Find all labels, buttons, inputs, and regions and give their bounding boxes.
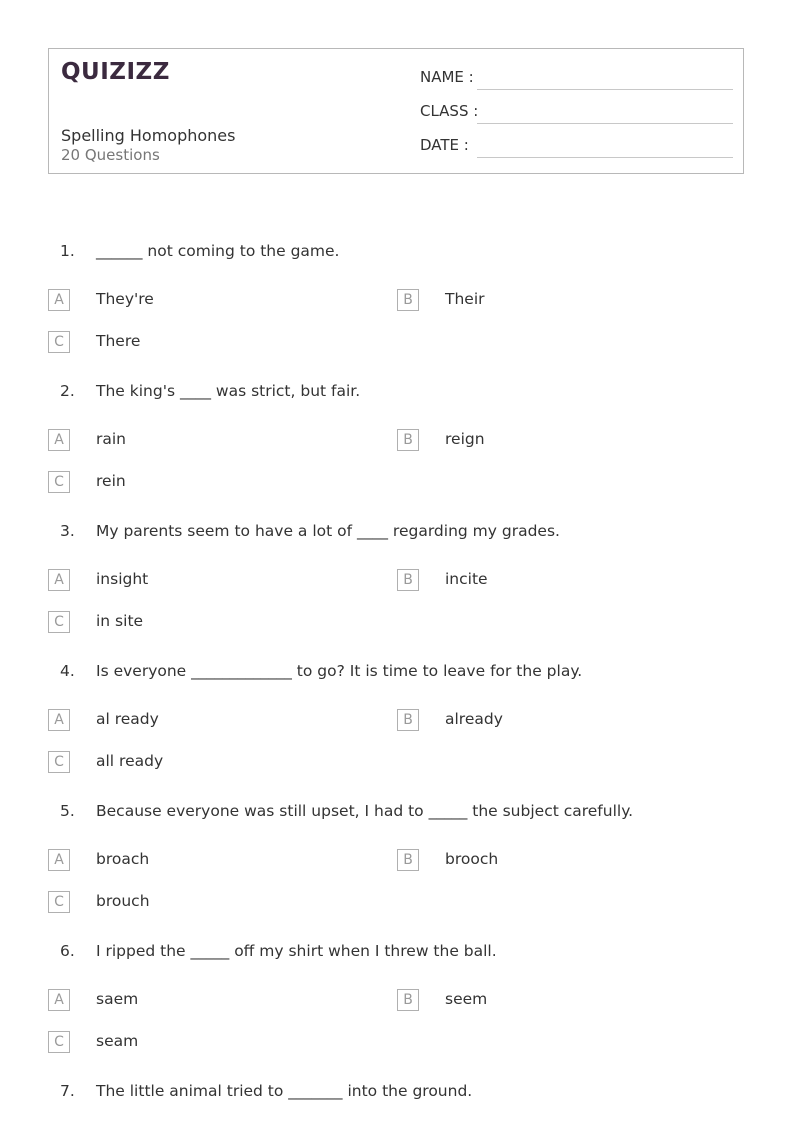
option-letter-box: B: [397, 289, 419, 311]
option-text: seam: [96, 1032, 139, 1050]
question-number: 2.: [60, 382, 75, 400]
name-field: [420, 68, 733, 90]
option-text: brouch: [96, 892, 150, 910]
question-number: 3.: [60, 522, 75, 540]
option-letter-box: B: [397, 849, 419, 871]
option-text: al ready: [96, 710, 159, 728]
name-label: NAME :: [420, 68, 474, 86]
option-text: incite: [445, 570, 488, 588]
question-text: I ripped the _____ off my shirt when I threw the ball.: [96, 942, 497, 960]
option-letter-box: C: [48, 611, 70, 633]
option-letter-box: A: [48, 429, 70, 451]
question-text: Is everyone _____________ to go? It is time to leave for the play.: [96, 662, 583, 680]
question-5: [0, 802, 794, 942]
question-text: The king's ____ was strict, but fair.: [96, 382, 361, 400]
option-text: seem: [445, 990, 488, 1008]
option-letter-box: B: [397, 569, 419, 591]
class-line[interactable]: [477, 123, 733, 124]
option-letter-box: A: [48, 569, 70, 591]
worksheet-header: [48, 48, 744, 174]
option-text: rain: [96, 430, 127, 448]
question-4: [0, 662, 794, 802]
option-letter-box: B: [397, 709, 419, 731]
question-number: 6.: [60, 942, 75, 960]
option-text: saem: [96, 990, 139, 1008]
question-text: The little animal tried to _______ into the ground.: [96, 1082, 473, 1100]
option-text: There: [96, 332, 141, 350]
question-text: ______ not coming to the game.: [96, 242, 340, 260]
option-letter-box: A: [48, 289, 70, 311]
option-letter-box: A: [48, 989, 70, 1011]
option-text: in site: [96, 612, 144, 630]
date-line[interactable]: [477, 157, 733, 158]
option-text: all ready: [96, 752, 164, 770]
option-text: reign: [445, 430, 485, 448]
question-7: [0, 1082, 794, 1112]
option-letter-box: A: [48, 849, 70, 871]
question-text: My parents seem to have a lot of ____ regarding my grades.: [96, 522, 560, 540]
option-text: insight: [96, 570, 149, 588]
option-text: They're: [96, 290, 154, 308]
date-field: [420, 136, 733, 158]
question-6: [0, 942, 794, 1082]
option-letter-box: C: [48, 891, 70, 913]
date-label: DATE :: [420, 136, 469, 154]
option-text: rein: [96, 472, 126, 490]
option-letter-box: C: [48, 1031, 70, 1053]
option-letter-box: C: [48, 331, 70, 353]
option-letter-box: C: [48, 751, 70, 773]
worksheet-title: Spelling Homophones: [61, 126, 236, 145]
question-number: 4.: [60, 662, 75, 680]
option-letter-box: C: [48, 471, 70, 493]
question-text: Because everyone was still upset, I had to _____ the subject carefully.: [96, 802, 634, 820]
option-letter-box: B: [397, 989, 419, 1011]
class-label: CLASS :: [420, 102, 479, 120]
option-letter-box: A: [48, 709, 70, 731]
question-number: 1.: [60, 242, 75, 260]
question-number: 7.: [60, 1082, 75, 1100]
question-count: 20 Questions: [61, 146, 160, 164]
question-1: [0, 242, 794, 382]
name-line[interactable]: [477, 89, 733, 90]
question-2: [0, 382, 794, 522]
option-text: already: [445, 710, 503, 728]
question-number: 5.: [60, 802, 75, 820]
option-text: broach: [96, 850, 150, 868]
question-3: [0, 522, 794, 662]
option-letter-box: B: [397, 429, 419, 451]
option-text: Their: [445, 290, 485, 308]
option-text: brooch: [445, 850, 499, 868]
quizizz-logo: QUIZIZZ: [61, 59, 170, 85]
class-field: [420, 102, 733, 124]
